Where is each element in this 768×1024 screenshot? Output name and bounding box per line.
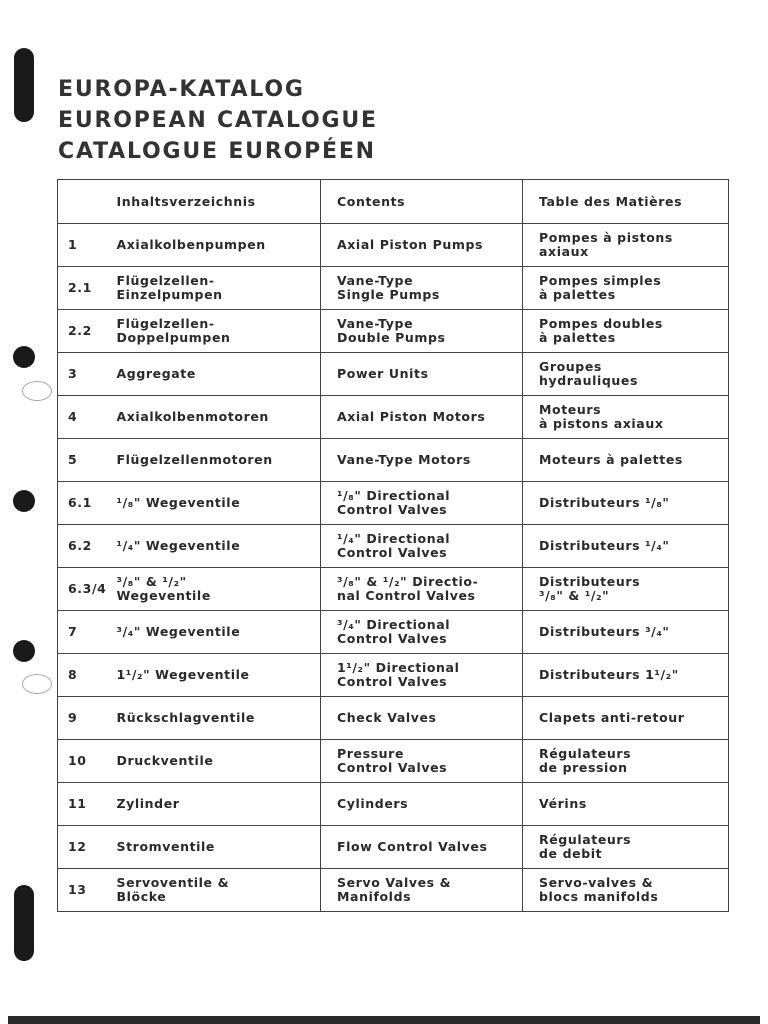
row-german: Axialkolbenmotoren — [113, 396, 321, 439]
row-number: 4 — [58, 396, 113, 439]
binder-slot-bottom — [14, 885, 34, 961]
table-header-row — [58, 180, 729, 224]
row-french: Distributeurs 1¹/₂" — [523, 654, 729, 697]
row-english: Axial Piston Motors — [321, 396, 523, 439]
row-french: Groupes hydrauliques — [523, 353, 729, 396]
title-french: CATALOGUE EUROPÉEN — [58, 139, 376, 164]
row-german: Aggregate — [113, 353, 321, 396]
row-german: Servoventile & Blöcke — [113, 869, 321, 912]
row-number: 8 — [58, 654, 113, 697]
row-french: Clapets anti-retour — [523, 697, 729, 740]
punch-hole — [13, 346, 35, 368]
table-row — [58, 697, 729, 740]
row-french: Distributeurs ³/₄" — [523, 611, 729, 654]
table-row — [58, 396, 729, 439]
title-english: EUROPEAN CATALOGUE — [58, 108, 378, 133]
table-row — [58, 740, 729, 783]
binder-slot-top — [14, 48, 34, 122]
row-german: ¹/₄" Wegeventile — [113, 525, 321, 568]
table-row — [58, 826, 729, 869]
row-english: Vane-Type Single Pumps — [321, 267, 523, 310]
row-german: ³/₈" & ¹/₂" Wegeventile — [113, 568, 321, 611]
row-number: 5 — [58, 439, 113, 482]
table-row — [58, 267, 729, 310]
header-number-cell — [58, 180, 113, 224]
row-english: Pressure Control Valves — [321, 740, 523, 783]
row-french: Distributeurs ¹/₈" — [523, 482, 729, 525]
row-number: 6.3/4 — [58, 568, 113, 611]
row-english: Cylinders — [321, 783, 523, 826]
row-number: 10 — [58, 740, 113, 783]
contents-table — [57, 179, 729, 912]
table-row — [58, 654, 729, 697]
table-row — [58, 568, 729, 611]
row-german: Flügelzellen- Einzelpumpen — [113, 267, 321, 310]
row-english: ¹/₄" Directional Control Valves — [321, 525, 523, 568]
row-french: Distributeurs ³/₈" & ¹/₂" — [523, 568, 729, 611]
header-english: Contents — [321, 180, 523, 224]
punch-hole — [13, 490, 35, 512]
row-english: ³/₄" Directional Control Valves — [321, 611, 523, 654]
row-german: Zylinder — [113, 783, 321, 826]
catalogue-titles — [58, 74, 378, 167]
row-french: Moteurs à pistons axiaux — [523, 396, 729, 439]
row-french: Pompes à pistons axiaux — [523, 224, 729, 267]
row-french: Distributeurs ¹/₄" — [523, 525, 729, 568]
row-german: Stromventile — [113, 826, 321, 869]
row-english: ¹/₈" Directional Control Valves — [321, 482, 523, 525]
row-english: ³/₈" & ¹/₂" Directio- nal Control Valves — [321, 568, 523, 611]
header-french: Table des Matières — [523, 180, 729, 224]
row-english: Axial Piston Pumps — [321, 224, 523, 267]
row-french: Régulateurs de pression — [523, 740, 729, 783]
row-number: 2.1 — [58, 267, 113, 310]
header-german: Inhaltsverzeichnis — [113, 180, 321, 224]
row-german: Axialkolbenpumpen — [113, 224, 321, 267]
table-row — [58, 310, 729, 353]
row-german: ¹/₈" Wegeventile — [113, 482, 321, 525]
row-number: 11 — [58, 783, 113, 826]
row-english: Vane-Type Double Pumps — [321, 310, 523, 353]
table-row — [58, 482, 729, 525]
row-german: Rückschlagventile — [113, 697, 321, 740]
row-french: Pompes simples à palettes — [523, 267, 729, 310]
table-row — [58, 439, 729, 482]
row-french: Régulateurs de debit — [523, 826, 729, 869]
row-number: 6.2 — [58, 525, 113, 568]
row-french: Servo-valves & blocs manifolds — [523, 869, 729, 912]
row-german: Flügelzellen- Doppelpumpen — [113, 310, 321, 353]
table-row — [58, 525, 729, 568]
row-english: Power Units — [321, 353, 523, 396]
row-english: Vane-Type Motors — [321, 439, 523, 482]
punch-hole-outline — [22, 674, 52, 694]
row-number: 6.1 — [58, 482, 113, 525]
row-number: 2.2 — [58, 310, 113, 353]
row-number: 12 — [58, 826, 113, 869]
row-french: Moteurs à palettes — [523, 439, 729, 482]
row-number: 7 — [58, 611, 113, 654]
table-row — [58, 611, 729, 654]
row-german: ³/₄" Wegeventile — [113, 611, 321, 654]
page-bottom-edge — [8, 1016, 760, 1024]
table-row — [58, 783, 729, 826]
row-number: 1 — [58, 224, 113, 267]
row-english: Servo Valves & Manifolds — [321, 869, 523, 912]
row-german: Druckventile — [113, 740, 321, 783]
table-row — [58, 869, 729, 912]
punch-hole-outline — [22, 381, 52, 401]
table-row — [58, 353, 729, 396]
row-number: 13 — [58, 869, 113, 912]
row-german: 1¹/₂" Wegeventile — [113, 654, 321, 697]
row-french: Vérins — [523, 783, 729, 826]
title-german: EUROPA-KATALOG — [58, 77, 305, 102]
row-french: Pompes doubles à palettes — [523, 310, 729, 353]
row-english: 1¹/₂" Directional Control Valves — [321, 654, 523, 697]
punch-hole — [13, 640, 35, 662]
row-number: 3 — [58, 353, 113, 396]
row-english: Flow Control Valves — [321, 826, 523, 869]
row-german: Flügelzellenmotoren — [113, 439, 321, 482]
row-number: 9 — [58, 697, 113, 740]
table-row — [58, 224, 729, 267]
row-english: Check Valves — [321, 697, 523, 740]
